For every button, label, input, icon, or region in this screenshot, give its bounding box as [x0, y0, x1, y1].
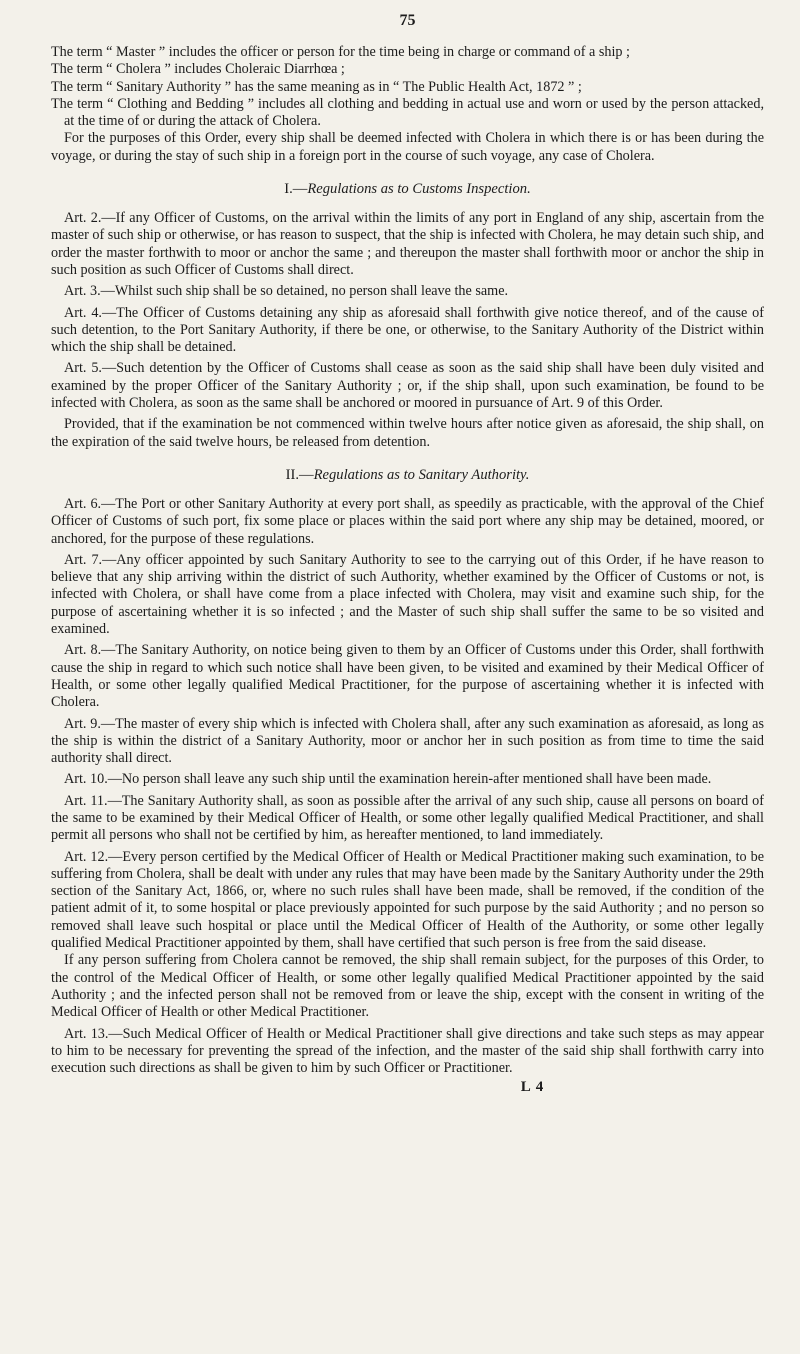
- article-6: Art. 6.—The Port or other Sanitary Authority at every port shall, as speedily as practicable, with the approval of the Chief Officer of Customs of such port, fix some place or places within the said port where any ship may be detained, moored, or anchored, for the purpose of these regulations.: [51, 495, 764, 547]
- signature-mark: L 4: [520, 1079, 545, 1096]
- definition-sanitary-authority: The term “ Sanitary Authority ” has the same meaning as in “ The Public Health Act, 1872 ” ;: [51, 78, 582, 95]
- article-5-proviso: Provided, that if the examination be not commenced within twelve hours after notice given as aforesaid, the ship shall, on the expiration of the said twelve hours, be released from detention.: [51, 416, 764, 450]
- article-13: Art. 13.—Such Medical Officer of Health or Medical Practitioner shall give directions and take such steps as may appear to him to be necessary for preventing the spread of the infection, and the master of the said ship shall forthwith carry into execution such directions as shall be given to him by such Officer or Practitioner.: [51, 1025, 764, 1077]
- section-1-numeral: I.—: [284, 181, 308, 198]
- article-10: Art. 10.—No person shall leave any such ship until the examination herein-after mentioned shall have been made.: [64, 771, 712, 788]
- section-2-numeral: II.—: [285, 466, 314, 483]
- section-1-title: Regulations as to Customs Inspection.: [307, 181, 531, 198]
- article-3: Art. 3.—Whilst such ship shall be so detained, no person shall leave the same.: [64, 283, 509, 300]
- section-1-heading: [51, 181, 764, 198]
- article-8: Art. 8.—The Sanitary Authority, on notice being given to them by an Officer of Customs under this Order, shall forthwith cause the ship in regard to which such notice shall have been given, to be visited and examined by their Medical Officer of Health, or some other legally qualified Medical Practitioner, for the purpose of ascertaining whether it is infected with Cholera.: [51, 642, 764, 711]
- article-9: Art. 9.—The master of every ship which is infected with Cholera shall, after any such examination as aforesaid, as long as the ship is within the district of a Sanitary Authority, moor or anchor her in such position as from time to time the said authority shall direct.: [51, 715, 764, 767]
- article-12: Art. 12.—Every person certified by the Medical Officer of Health or Medical Practitioner making such examination, to be suffering from Cholera, shall be dealt with under any rules that may have been made by the Sanitary Authority under the 29th section of the Sanitary Act, 1866, or, where no such rules shall have been made, shall be removed, if the condition of the patient admit of it, to some hospital or place previously appointed for such purpose by the said Authority ; and no person so removed shall leave such hospital or place until the Medical Officer of Health of the Authority, or some other legally qualified Medical Practitioner appointed by them, shall have certified that such person is free from the said disease.: [51, 848, 764, 952]
- section-2-heading: [51, 467, 764, 484]
- article-5: Art. 5.—Such detention by the Officer of Customs shall cease as soon as the said ship shall have been duly visited and examined by the proper Officer of the Sanitary Authority ; or, if the ship shall, upon such examination, be found to be infected with Cholera, as soon as the same shall be anchored or moored in pursuance of Art. 9 of this Order.: [51, 360, 764, 412]
- article-11: Art. 11.—The Sanitary Authority shall, as soon as possible after the arrival of any such ship, cause all persons on board of the same to be examined by their Medical Officer of Health, or some other legally qualified Medical Practitioner, and shall permit all persons who shall not be certified by him, as hereafter mentioned, to land immediately.: [51, 792, 764, 844]
- definition-cholera: The term “ Cholera ” includes Choleraic Diarrhœa ;: [51, 61, 345, 78]
- article-7: Art. 7.—Any officer appointed by such Sanitary Authority to see to the carrying out of this Order, if he have reason to believe that any ship arriving within the district of such Authority, whether examined by the Officer of Customs or not, is infected with Cholera, or shall have come from a place infected with Cholera, may visit and examine such ship, for the purpose of ascertaining whether it is so infected ; and the Master of such ship shall suffer the same to be so visited and examined.: [51, 551, 764, 638]
- article-2: Art. 2.—If any Officer of Customs, on the arrival within the limits of any port in England of any ship, ascertain from the master of such ship or otherwise, or has reason to suspect, that the ship is infected with Cholera, he may detain such ship, and order the master forthwith to moor or anchor the same ; and thereupon the master shall forthwith moor or anchor the ship in such position as such Officer of Customs shall direct.: [51, 210, 764, 278]
- article-12-continuation: If any person suffering from Cholera cannot be removed, the ship shall remain subject, for the purposes of this Order, to the control of the Medical Officer of Health, or some other legally qualified Medical Practitioner appointed by the said Authority ; and the infected person shall not be removed from or leave the ship, except with the consent in writing of the Medical Officer of Health or other Medical Practitioner.: [51, 952, 764, 1021]
- article-4: Art. 4.—The Officer of Customs detaining any ship as aforesaid shall forthwith give notice thereof, and of the cause of such detention, to the Port Sanitary Authority, if there be one, or otherwise, to the Sanitary Authority of the District within which the ship shall be detained.: [51, 304, 764, 356]
- page-number: 75: [399, 12, 416, 29]
- definition-master: The term “ Master ” includes the officer or person for the time being in charge or command of a ship ;: [51, 44, 630, 60]
- section-2-title: Regulations as to Sanitary Authority.: [313, 466, 530, 483]
- definition-clothing-bedding: The term “ Clothing and Bedding ” includes all clothing and bedding in actual use and worn or used by the person attacked, at the time of or during the attack of Cholera.: [51, 95, 764, 130]
- intro-paragraph: For the purposes of this Order, every ship shall be deemed infected with Cholera in which there is or has been during the voyage, or during the stay of such ship in a foreign port in the course of such voyage, any case of Cholera.: [51, 130, 764, 164]
